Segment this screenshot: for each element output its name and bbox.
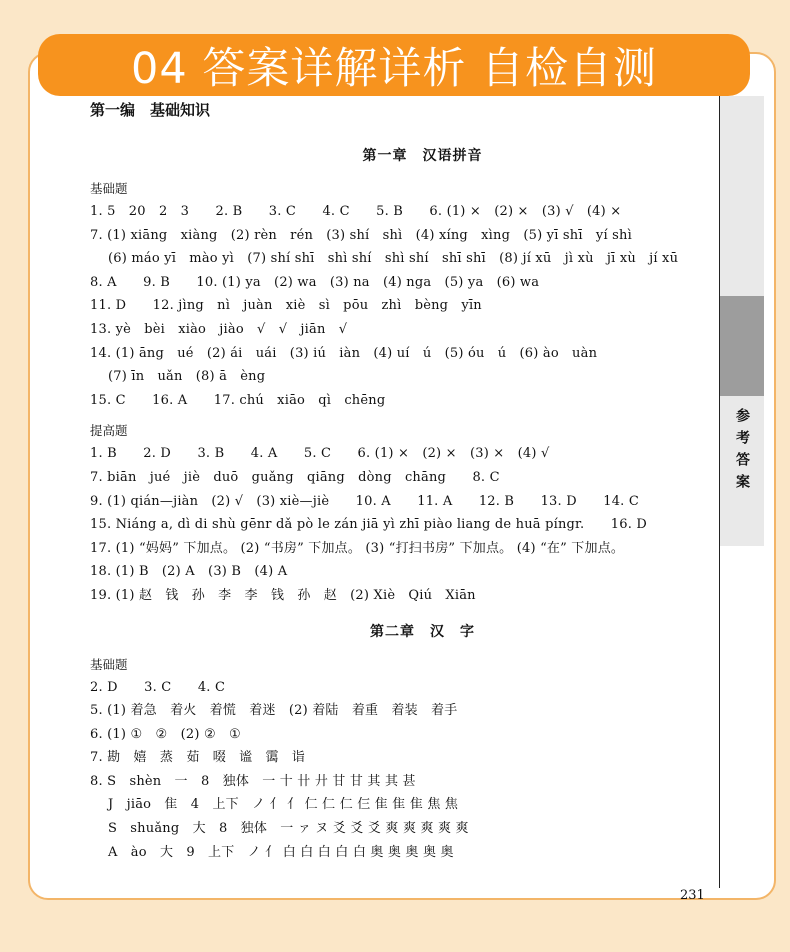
part-title: 第一编 基础知识 <box>90 101 211 119</box>
page-number: 231 <box>680 888 705 903</box>
answer-line: 15. Niáng a, dì di shù gēnr dǎ pò le zán jiā yì zhī piào liang de huā píngr. 16. D <box>90 517 648 533</box>
chapter-title: 第一章 汉语拼音 <box>362 148 483 164</box>
answer-line: 17. (1) “妈妈” 下加点。 (2) “书房” 下加点。 (3) “打扫书房” 下加点。 (4) “在” 下加点。 <box>90 540 625 556</box>
answer-line: 13. yè bèi xiào jiào √ √ jiān √ <box>90 321 348 337</box>
answer-line: (6) máo yī mào yì (7) shí shī shì shí shì shí shī shī (8) jí xū jì xù jī xù jí xū <box>108 251 679 267</box>
answer-line: 7. biān jué jiè duō guǎng qiāng dòng chāng 8. C <box>90 469 500 485</box>
answer-line: S shuǎng 大 8 独体 一 ァ ヌ 爻 爻 爻 爽 爽 爽 爽 爽 <box>108 821 469 837</box>
answer-line: 2. D 3. C 4. C <box>90 679 226 695</box>
answer-line: 1. 5 20 2 3 2. B 3. C 4. C 5. B 6. (1) × (2) × (3) √ (4) × <box>90 204 622 219</box>
answer-line: 6. (1) ① ② (2) ② ① <box>90 726 241 742</box>
answer-line: 7. (1) xiāng xiàng (2) rèn rén (3) shí shì (4) xíng xìng (5) yī shī yí shì <box>90 227 632 243</box>
answer-line: A ào 大 9 上下 ノ 亻 白 白 白 白 白 奥 奥 奥 奥 奥 <box>108 844 454 860</box>
answer-line: 14. (1) āng ué (2) ái uái (3) iú iàn (4) uí ú (5) óu ú (6) ào uàn <box>90 345 598 361</box>
chapter-title: 第二章 汉 字 <box>370 623 475 640</box>
answer-line: 7. 勘 嬉 蒸 茹 啜 谧 霭 诣 <box>90 750 306 766</box>
answer-line: (7) īn uǎn (8) ā èng <box>108 369 266 385</box>
side-tab-marker <box>720 296 764 396</box>
answer-list <box>90 442 715 607</box>
section-banner <box>38 34 750 96</box>
answer-list <box>90 676 715 865</box>
answer-line: 5. (1) 着急 着火 着慌 着迷 (2) 着陆 着重 着装 着手 <box>90 703 458 719</box>
answer-line: 11. D 12. jìng nì juàn xiè sì pōu zhì bèng yīn <box>90 298 482 314</box>
side-tab <box>720 96 764 546</box>
answer-line: 19. (1) 赵 钱 孙 李 李 钱 孙 赵 (2) Xiè Qiú Xiān <box>90 587 476 603</box>
answer-line: 15. C 16. A 17. chú xiāo qì chēng <box>90 392 386 408</box>
section-label: 提高题 <box>90 423 128 439</box>
answer-line: 8. A 9. B 10. (1) ya (2) wa (3) na (4) nga (5) ya (6) wa <box>90 274 540 290</box>
column-divider <box>719 96 720 888</box>
banner-title: 04 答案详解详析 自检自测 <box>130 43 658 94</box>
answer-line: 18. (1) B (2) A (3) B (4) A <box>90 564 288 580</box>
answer-content <box>90 100 715 864</box>
answer-list <box>90 200 715 412</box>
answer-line: J jiāo 隹 4 上下 ノ 亻 亻 仁 仁 仁 仨 隹 隹 隹 焦 焦 <box>108 797 459 813</box>
side-tab-label: 参考答案 <box>734 408 750 496</box>
section-label: 基础题 <box>90 656 128 672</box>
answer-line: 8. S shèn 一 8 独体 一 十 卄 廾 甘 甘 其 其 甚 <box>90 773 416 789</box>
section-label: 基础题 <box>90 181 128 196</box>
answer-line: 1. B 2. D 3. B 4. A 5. C 6. (1) × (2) × (3) × (4) √ <box>90 446 550 462</box>
answer-line: 9. (1) qián—jiàn (2) √ (3) xiè—jiè 10. A 11. A 12. B 13. D 14. C <box>90 493 639 509</box>
